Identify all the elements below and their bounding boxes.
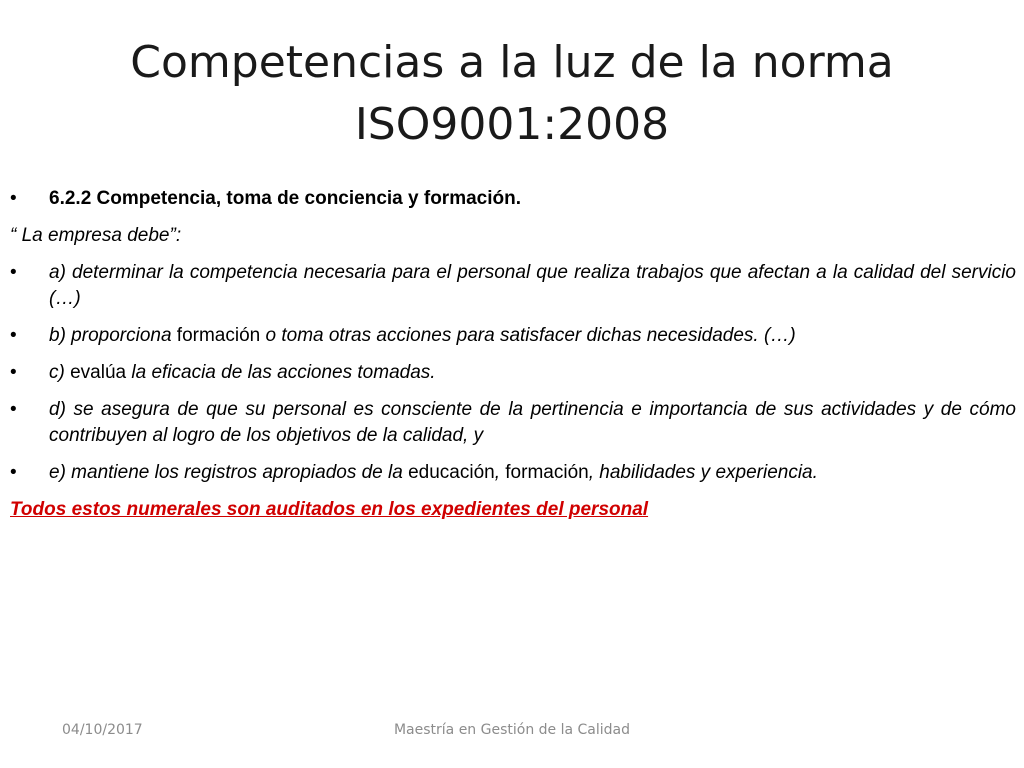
- bullet-marker: •: [10, 262, 17, 283]
- item-b-text: [49, 323, 1016, 349]
- bullet-marker: •: [10, 399, 17, 420]
- item-b-post: o toma otras acciones para satisfacer dichas necesidades. (…): [260, 325, 796, 346]
- footer-course-name: Maestría en Gestión de la Calidad: [393, 722, 631, 738]
- bullet-marker: •: [10, 188, 17, 209]
- footer-date: 04/10/2017: [62, 722, 143, 738]
- item-e-pre: e) mantiene los registros apropiados de la: [49, 462, 409, 483]
- slide-content: [10, 186, 1016, 523]
- bullet-item-e: [10, 460, 1016, 486]
- item-a-text: a) determinar la competencia necesaria para el personal que realiza trabajos que afectan a la calidad del servicio (…): [49, 262, 1016, 309]
- intro-text: “ La empresa debe”:: [10, 225, 182, 246]
- item-c-text: [49, 360, 1016, 386]
- slide-title-line-1: Competencias a la luz de la norma: [130, 37, 894, 88]
- bullet-marker: •: [10, 462, 17, 483]
- bullet-heading: [10, 186, 1016, 212]
- bullet-item-a: [10, 260, 1016, 312]
- item-e-keyword-2: formación: [505, 462, 589, 483]
- item-e-mid: ,: [494, 462, 506, 483]
- item-c-post: la eficacia de las acciones tomadas.: [126, 362, 436, 383]
- item-c-pre: c): [49, 362, 71, 383]
- item-e-post: , habilidades y experiencia.: [588, 462, 818, 483]
- slide-title: [0, 32, 1024, 156]
- bullet-item-b: [10, 323, 1016, 349]
- bullet-marker: •: [10, 362, 17, 383]
- item-e-keyword-1: educación: [408, 462, 495, 483]
- bullet-item-d: [10, 397, 1016, 449]
- section-heading: 6.2.2 Competencia, toma de conciencia y formación.: [49, 188, 521, 209]
- item-d-text: d) se asegura de que su personal es consciente de la pertinencia e importancia de sus actividades y de cómo contribuyen al logro de los objetivos de la calidad, y: [49, 399, 1016, 446]
- item-e-text: [49, 460, 1016, 486]
- bullet-marker: •: [10, 325, 17, 346]
- audit-note: Todos estos numerales son auditados en los expedientes del personal: [10, 499, 649, 520]
- item-c-keyword: evalúa: [70, 362, 127, 383]
- item-b-keyword: formación: [176, 325, 261, 346]
- slide-title-line-2: ISO9001:2008: [354, 99, 670, 150]
- item-b-pre: b) proporciona: [49, 325, 177, 346]
- bullet-item-c: [10, 360, 1016, 386]
